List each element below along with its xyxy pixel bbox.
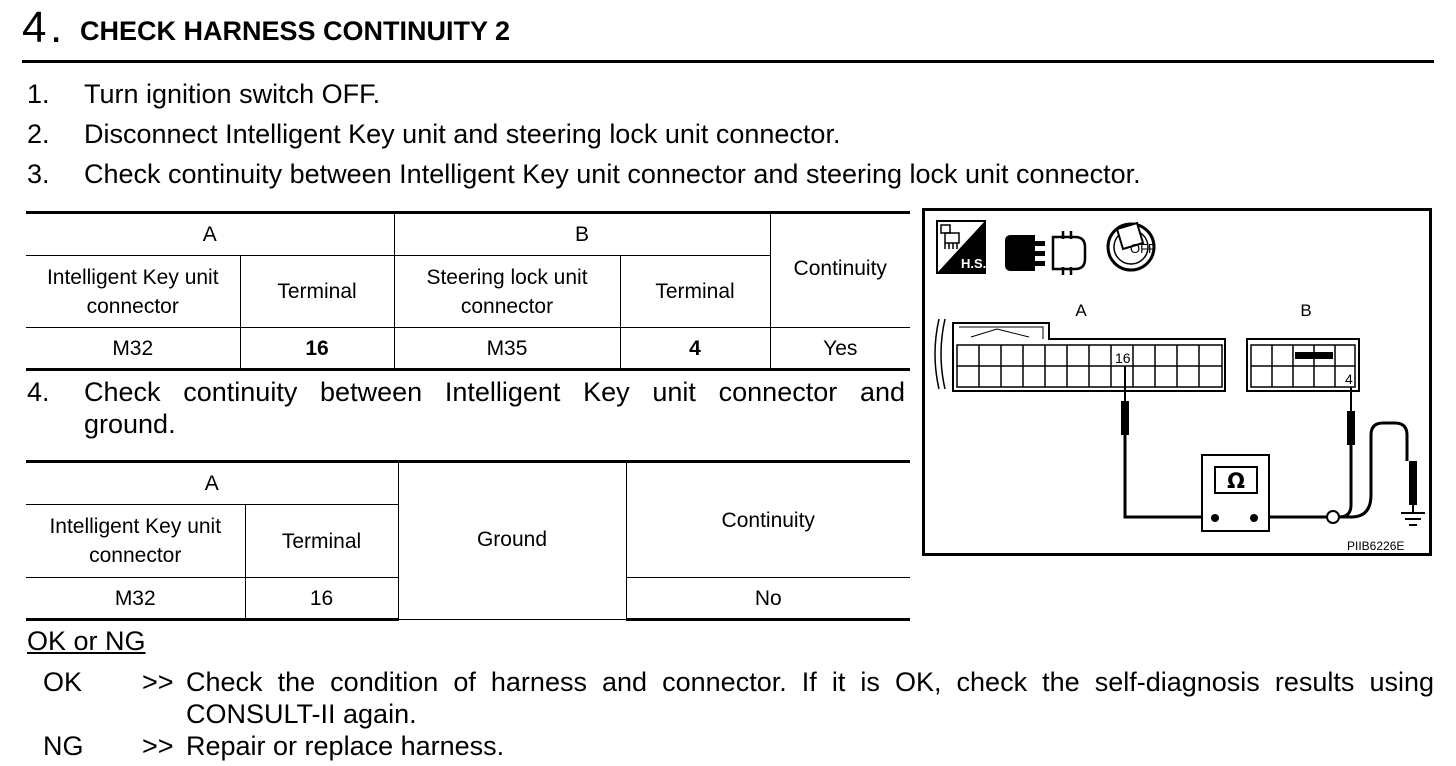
ground-icon	[1401, 513, 1425, 525]
connector-b	[1247, 339, 1359, 391]
a-connector-header: Intelligent Key unit connector	[26, 505, 245, 578]
step-number: 4	[22, 3, 47, 52]
okng-heading: OK or NG	[27, 626, 146, 656]
continuity-table-2	[26, 460, 910, 621]
table-cell: 16	[245, 578, 398, 620]
figure-code: PIIB6226E	[1347, 539, 1405, 553]
step-dot: .	[50, 3, 63, 52]
table-cell: M32	[26, 578, 245, 620]
connector-a-label: A	[1075, 301, 1087, 320]
instruction-number: 4.	[27, 377, 50, 407]
connector-disconnect-icon	[1005, 231, 1085, 275]
ground-header: Ground	[398, 462, 626, 620]
instruction-number: 2.	[27, 119, 50, 149]
instruction-text: Disconnect Intelligent Key unit and steering lock unit connector.	[84, 119, 841, 149]
ok-arrow: >>	[142, 667, 174, 697]
connector-a	[935, 319, 1225, 391]
continuity-table-1	[26, 211, 910, 371]
ok-text: Check the condition of harness and connector. If it is OK, check the self-diagnosis results using	[186, 667, 1434, 697]
harness-side-icon	[937, 221, 986, 273]
ng-text: Repair or replace harness.	[186, 731, 505, 761]
table-cell: Yes	[770, 328, 910, 370]
ignition-off-icon	[1108, 223, 1156, 270]
off-label: OFF	[1130, 241, 1156, 256]
b-terminal-header: Terminal	[620, 256, 770, 328]
table-cell: M32	[26, 328, 240, 370]
table-cell: No	[626, 578, 910, 620]
instruction-text: Check continuity between Intelligent Key unit connector and steering lock unit connector.	[84, 159, 1141, 189]
instruction-number: 1.	[27, 79, 50, 109]
instruction-text: Check continuity between Intelligent Key unit connector and	[84, 377, 905, 407]
step-title: CHECK HARNESS CONTINUITY 2	[80, 16, 511, 46]
wiring-diagram	[922, 208, 1432, 556]
group-a-header: A	[26, 213, 394, 256]
title-rule	[22, 60, 1434, 63]
ok-text-cont: CONSULT-II again.	[186, 699, 417, 729]
ng-arrow: >>	[142, 731, 174, 761]
group-b-header: B	[394, 213, 770, 256]
a-terminal-header: Terminal	[245, 505, 398, 578]
table-cell: 4	[620, 328, 770, 370]
terminal-16-label: 16	[1115, 350, 1131, 366]
group-a-header: A	[26, 462, 398, 505]
ohm-symbol: Ω	[1227, 469, 1245, 493]
ok-label: OK	[43, 667, 83, 697]
ohmmeter-icon	[1202, 455, 1269, 531]
terminal-4-label: 4	[1345, 371, 1353, 387]
instruction-text: Turn ignition switch OFF.	[84, 79, 381, 109]
connector-b-label: B	[1300, 301, 1312, 320]
table-cell: 16	[240, 328, 394, 370]
instruction-text-cont: ground.	[84, 409, 176, 439]
instruction-number: 3.	[27, 159, 50, 189]
continuity-header: Continuity	[626, 462, 910, 578]
a-terminal-header: Terminal	[240, 256, 394, 328]
hs-label: H.S.	[961, 256, 987, 271]
ng-label: NG	[43, 731, 84, 761]
a-connector-header: Intelligent Key unit connector	[26, 256, 240, 328]
b-connector-header: Steering lock unit connector	[394, 256, 620, 328]
table-cell: M35	[394, 328, 620, 370]
continuity-header: Continuity	[770, 213, 910, 328]
